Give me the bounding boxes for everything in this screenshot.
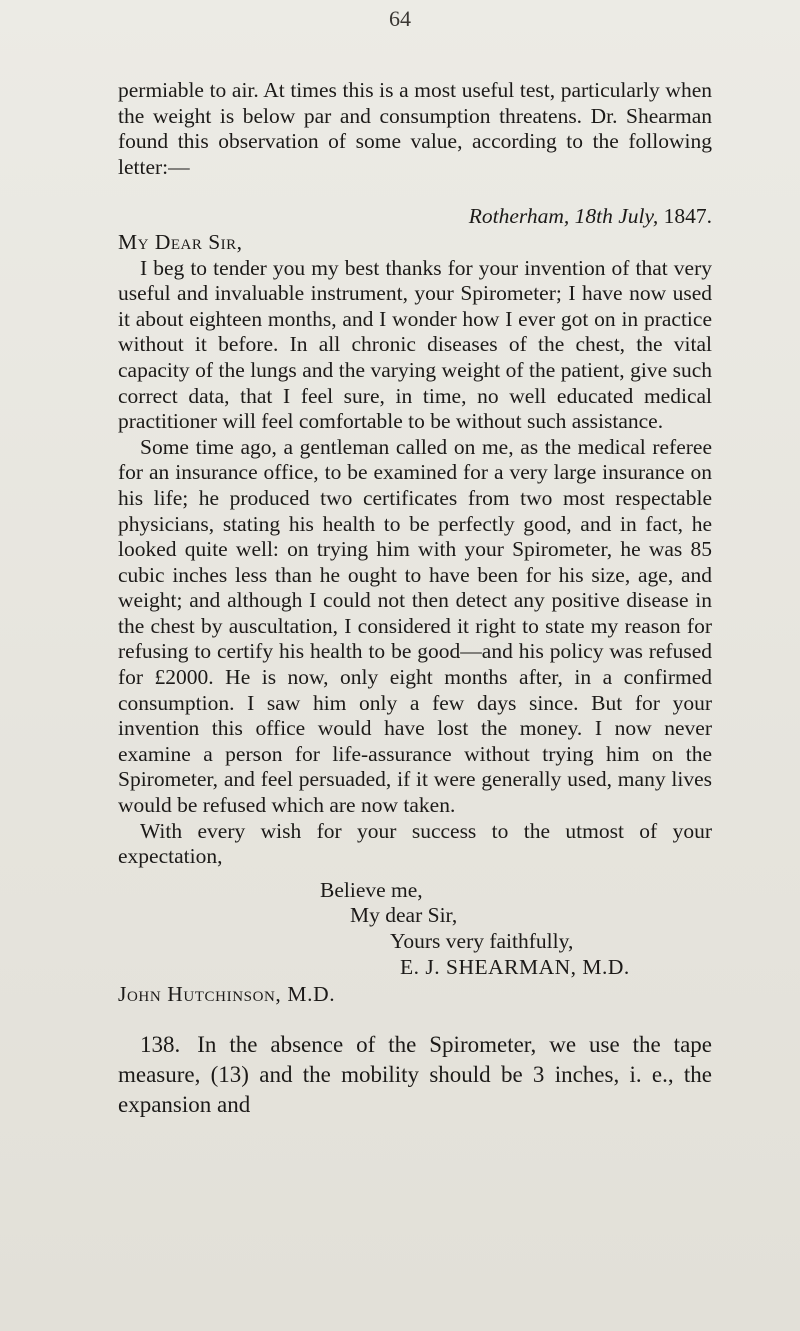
page-body [118,78,712,1120]
section-138 [118,1030,712,1120]
dateline-year: 1847. [663,204,712,229]
letter-paragraph-2: Some time ago, a gentleman called on me, as the medical referee for an insurance office, to be examined for a very large insurance on his life; he produced two certificates from two most respectable physicians, stating his health to be perfectly good, and in fact, he looked quite well: on trying him with your Spirometer, he was 85 cubic inches less than he ought to have been for his size, age, and weight; and although I could not then detect any positive disease in the chest by auscultation, I considered it right to state my reason for refusing to certify his health to be good—and his policy was refused for £2000. He is now, only eight months after, in a confirmed consumption. I saw him only a few days since. But for your invention this office would have lost the money. I now never examine a person for life-assurance without trying him on the Spirometer, and feel persuaded, if it were generally used, many lives would be refused which are now taken. [118,434,712,818]
letter-salutation: My Dear Sir, [118,229,243,254]
letter-paragraph-3: With every wish for your success to the utmost of your expectation, [118,818,712,869]
section-number: 138. [140,1031,181,1057]
section-text: In the absence of the Spirometer, we use the tape measure, (13) and the mobility should be 3 inches, i. e., the expansion and [118,1031,712,1117]
letter-recipient: John Hutchinson, M.D. [118,982,336,1007]
intro-paragraph: permiable to air. At times this is a most useful test, particularly when the weight is below par and consumption threatens. Dr. Shearman found this observation of some value, according to the following letter:— [118,78,712,179]
closing-line-1: Believe me, [320,877,423,902]
closing-line-2: My dear Sir, [350,903,458,928]
letter-dateline [118,204,712,230]
letter-paragraph-1: I beg to tender you my best thanks for your invention of that very useful and invaluable instrument, your Spirometer; I have now used it about eighteen months, and I wonder how I ever got on in practice without it before. In all chronic diseases of the chest, the vital capacity of the lungs and the varying weight of the patient, give such correct data, that I feel sure, in time, no well educated medical practitioner will feel comfortable to be without such assistance. [118,255,712,434]
dateline-day: 18th [574,204,613,229]
closing-line-3: Yours very faithfully, [390,929,574,953]
dateline-place: Rotherham, [468,204,570,229]
letter-signature: E. J. SHEARMAN, M.D. [400,954,630,979]
page-number: 64 [389,6,411,31]
dateline-month: July, [618,204,659,229]
